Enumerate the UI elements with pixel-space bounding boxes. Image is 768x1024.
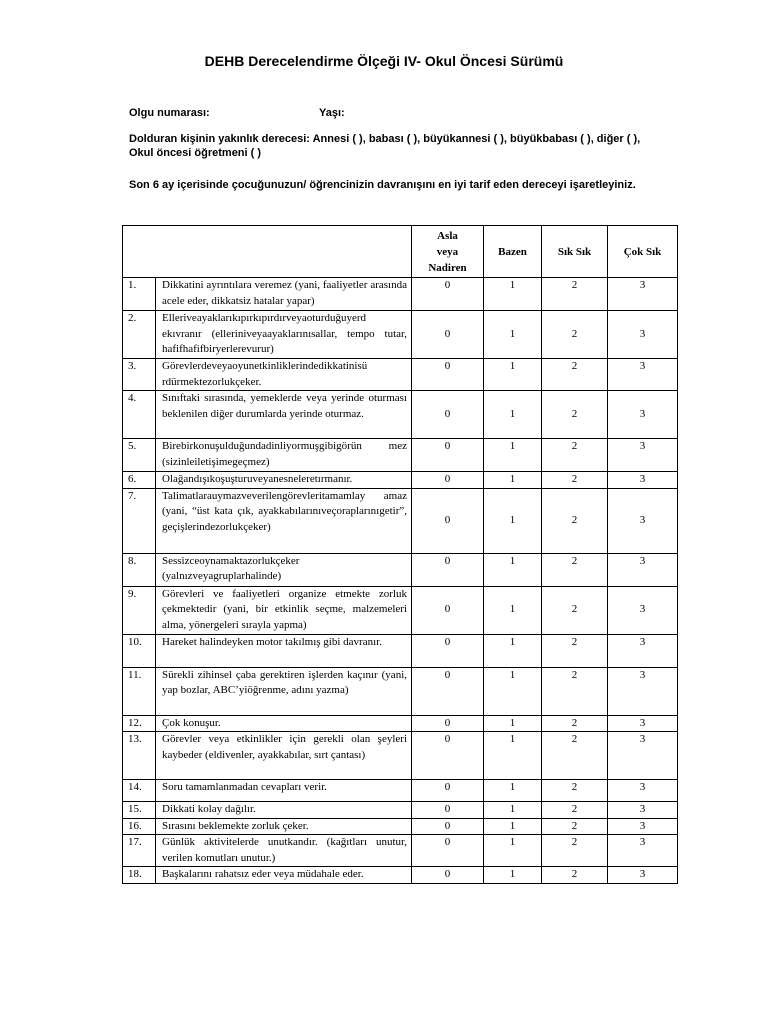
- item-number: 10.: [123, 634, 156, 667]
- item-number: 12.: [123, 715, 156, 732]
- score-often[interactable]: 2: [542, 488, 608, 553]
- score-often[interactable]: 2: [542, 780, 608, 802]
- item-number: 9.: [123, 586, 156, 634]
- score-never[interactable]: 0: [412, 359, 484, 391]
- item-number: 5.: [123, 439, 156, 472]
- score-often[interactable]: 2: [542, 311, 608, 359]
- score-very-often[interactable]: 3: [608, 391, 678, 439]
- age-label: Yaşı:: [319, 107, 345, 119]
- item-number: 4.: [123, 391, 156, 439]
- score-sometimes[interactable]: 1: [484, 472, 542, 489]
- score-very-often[interactable]: 3: [608, 818, 678, 835]
- score-often[interactable]: 2: [542, 472, 608, 489]
- score-never[interactable]: 0: [412, 278, 484, 311]
- table-row: [123, 634, 678, 667]
- score-sometimes[interactable]: 1: [484, 391, 542, 439]
- score-very-often[interactable]: 3: [608, 553, 678, 586]
- table-row: [123, 439, 678, 472]
- score-sometimes[interactable]: 1: [484, 311, 542, 359]
- score-never[interactable]: 0: [412, 391, 484, 439]
- relation-line-2: Okul öncesi öğretmeni ( ): [129, 147, 262, 159]
- header-sometimes: Bazen: [484, 226, 542, 278]
- score-never[interactable]: 0: [412, 732, 484, 780]
- score-never[interactable]: 0: [412, 439, 484, 472]
- item-number: 15.: [123, 802, 156, 819]
- score-never[interactable]: 0: [412, 634, 484, 667]
- item-text: Birebirkonuşulduğundadinliyormuşgibigörün mez (sizinleiletişimegeçmez): [156, 439, 412, 472]
- page-title: DEHB Derecelendirme Ölçeği IV- Okul Öncesi Sürümü: [204, 53, 564, 69]
- table-row: [123, 553, 678, 586]
- score-often[interactable]: 2: [542, 553, 608, 586]
- score-very-often[interactable]: 3: [608, 732, 678, 780]
- score-often[interactable]: 2: [542, 634, 608, 667]
- respondent-relation: [129, 132, 640, 160]
- score-very-often[interactable]: 3: [608, 634, 678, 667]
- item-number: 8.: [123, 553, 156, 586]
- score-often[interactable]: 2: [542, 818, 608, 835]
- score-sometimes[interactable]: 1: [484, 867, 542, 884]
- score-very-often[interactable]: 3: [608, 715, 678, 732]
- score-often[interactable]: 2: [542, 439, 608, 472]
- table-header-row: [123, 226, 678, 278]
- score-very-often[interactable]: 3: [608, 278, 678, 311]
- table-row: [123, 802, 678, 819]
- table-row: [123, 472, 678, 489]
- table-row: [123, 732, 678, 780]
- item-number: 1.: [123, 278, 156, 311]
- rating-table: [122, 225, 678, 884]
- item-text: Sırasını beklemekte zorluk çeker.: [156, 818, 412, 835]
- header-very-often: Çok Sık: [608, 226, 678, 278]
- score-never[interactable]: 0: [412, 472, 484, 489]
- item-number: 18.: [123, 867, 156, 884]
- score-very-often[interactable]: 3: [608, 439, 678, 472]
- score-never[interactable]: 0: [412, 835, 484, 867]
- item-number: 3.: [123, 359, 156, 391]
- item-text: Dikkati kolay dağılır.: [156, 802, 412, 819]
- score-never[interactable]: 0: [412, 818, 484, 835]
- score-very-often[interactable]: 3: [608, 359, 678, 391]
- item-text: Görevleri ve faaliyetleri organize etmekte zorluk çekmektedir (yani, bir etkinlik seçme, malzemeleri alma, yönergeleri sırayla yapma): [156, 586, 412, 634]
- table-row: [123, 488, 678, 553]
- item-number: 13.: [123, 732, 156, 780]
- score-often[interactable]: 2: [542, 835, 608, 867]
- score-very-often[interactable]: 3: [608, 780, 678, 802]
- item-text: Olağandışıkoşuşturuveyanesneleretırmanır.: [156, 472, 412, 489]
- score-sometimes[interactable]: 1: [484, 715, 542, 732]
- score-often[interactable]: 2: [542, 732, 608, 780]
- score-sometimes[interactable]: 1: [484, 732, 542, 780]
- score-very-often[interactable]: 3: [608, 802, 678, 819]
- score-often[interactable]: 2: [542, 802, 608, 819]
- score-sometimes[interactable]: 1: [484, 586, 542, 634]
- score-very-often[interactable]: 3: [608, 835, 678, 867]
- item-number: 14.: [123, 780, 156, 802]
- score-often[interactable]: 2: [542, 867, 608, 884]
- item-text: Çok konuşur.: [156, 715, 412, 732]
- item-text: Soru tamamlanmadan cevapları verir.: [156, 780, 412, 802]
- item-number: 16.: [123, 818, 156, 835]
- item-text: Görevler veya etkinlikler için gerekli olan şeyleri kaybeder (eldivenler, ayakkabılar, sırt çantası): [156, 732, 412, 780]
- table-row: [123, 586, 678, 634]
- score-often[interactable]: 2: [542, 278, 608, 311]
- score-sometimes[interactable]: 1: [484, 439, 542, 472]
- header-often: Sık Sık: [542, 226, 608, 278]
- item-number: 2.: [123, 311, 156, 359]
- item-text: Sınıftaki sırasında, yemeklerde veya yerinde oturması beklenilen diğer durumlarda yerinde oturmaz.: [156, 391, 412, 439]
- header-never: Asla veya Nadiren: [412, 226, 484, 278]
- score-sometimes[interactable]: 1: [484, 553, 542, 586]
- table-row: [123, 278, 678, 311]
- table-row: [123, 715, 678, 732]
- item-number: 6.: [123, 472, 156, 489]
- score-sometimes[interactable]: 1: [484, 278, 542, 311]
- relation-line-1: Dolduran kişinin yakınlık derecesi: Annesi ( ), babası ( ), büyükannesi ( ), büyükbabası ( ), diğer ( ),: [129, 133, 641, 145]
- score-sometimes[interactable]: 1: [484, 835, 542, 867]
- item-number: 17.: [123, 835, 156, 867]
- case-number-label: Olgu numarası:: [129, 107, 210, 119]
- case-info-row: [129, 106, 345, 120]
- table-row: [123, 835, 678, 867]
- score-sometimes[interactable]: 1: [484, 667, 542, 715]
- item-text: Başkalarını rahatsız eder veya müdahale eder.: [156, 867, 412, 884]
- score-very-often[interactable]: 3: [608, 667, 678, 715]
- score-very-often[interactable]: 3: [608, 586, 678, 634]
- item-text: Sessizceoynamaktazorlukçeker (yalnızveyagruplarhalinde): [156, 553, 412, 586]
- score-never[interactable]: 0: [412, 553, 484, 586]
- score-sometimes[interactable]: 1: [484, 780, 542, 802]
- score-often[interactable]: 2: [542, 359, 608, 391]
- item-text: Hareket halindeyken motor takılmış gibi davranır.: [156, 634, 412, 667]
- table-row: [123, 391, 678, 439]
- table-row: [123, 667, 678, 715]
- score-sometimes[interactable]: 1: [484, 802, 542, 819]
- score-very-often[interactable]: 3: [608, 488, 678, 553]
- item-text: Günlük aktivitelerde unutkandır. (kağıtları unutur, verilen komutları unutur.): [156, 835, 412, 867]
- score-sometimes[interactable]: 1: [484, 359, 542, 391]
- score-never[interactable]: 0: [412, 867, 484, 884]
- score-very-often[interactable]: 3: [608, 311, 678, 359]
- item-text: Görevlerdeveyaoyunetkinliklerindedikkatinisü rdürmektezorlukçeker.: [156, 359, 412, 391]
- item-text: Sürekli zihinsel çaba gerektiren işlerden kaçınır (yani, yap bozlar, ABC’yiöğrenme, adını yazma): [156, 667, 412, 715]
- score-never[interactable]: 0: [412, 802, 484, 819]
- table-row: [123, 867, 678, 884]
- score-never[interactable]: 0: [412, 667, 484, 715]
- instruction-text: Son 6 ay içerisinde çocuğunuzun/ öğrencinizin davranışını en iyi tarif eden dereceyi işaretleyiniz.: [129, 179, 636, 191]
- header-blank: [123, 226, 412, 278]
- item-text: Talimatlarauymazveverilengörevleritamamlay amaz (yani, “üst kata çık, ayakkabılarınıveçoraplarınıgetir”, geçişlerindezorlukçeker): [156, 488, 412, 553]
- table-row: [123, 311, 678, 359]
- score-sometimes[interactable]: 1: [484, 488, 542, 553]
- score-very-often[interactable]: 3: [608, 867, 678, 884]
- score-never[interactable]: 0: [412, 715, 484, 732]
- table-row: [123, 359, 678, 391]
- item-text: Elleriveayaklarıkıpırkıpırdırveyaoturduğuyerd ekıvranır (elleriniveyaayaklarınısallar, tempo tutar, hafifhafifbiryerlerevurur): [156, 311, 412, 359]
- score-very-often[interactable]: 3: [608, 472, 678, 489]
- score-never[interactable]: 0: [412, 586, 484, 634]
- score-never[interactable]: 0: [412, 780, 484, 802]
- score-often[interactable]: 2: [542, 715, 608, 732]
- table-row: [123, 818, 678, 835]
- score-sometimes[interactable]: 1: [484, 634, 542, 667]
- score-never[interactable]: 0: [412, 488, 484, 553]
- score-often[interactable]: 2: [542, 391, 608, 439]
- item-number: 11.: [123, 667, 156, 715]
- item-text: Dikkatini ayrıntılara veremez (yani, faaliyetler arasında acele eder, dikkatsiz hatalar yapar): [156, 278, 412, 311]
- item-number: 7.: [123, 488, 156, 553]
- table-row: [123, 780, 678, 802]
- score-never[interactable]: 0: [412, 311, 484, 359]
- score-often[interactable]: 2: [542, 667, 608, 715]
- score-often[interactable]: 2: [542, 586, 608, 634]
- score-sometimes[interactable]: 1: [484, 818, 542, 835]
